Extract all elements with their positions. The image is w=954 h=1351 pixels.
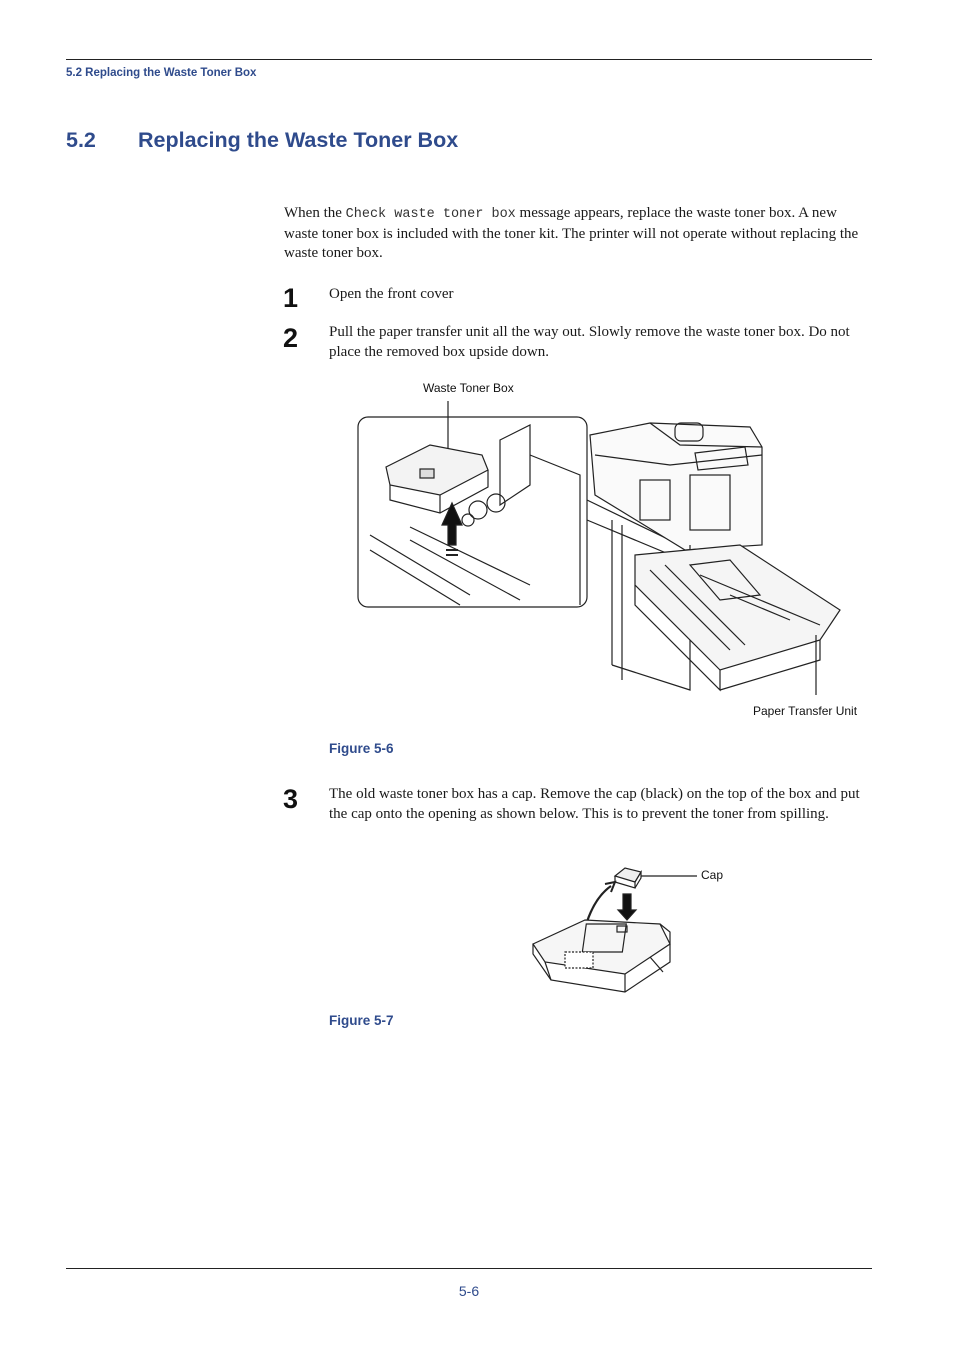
figure-5-7-illustration <box>525 862 725 997</box>
intro-text-after: message appears, replace the waste toner box. A new waste toner box is included with the toner kit. The printer will not operate without replacing the waste toner box. <box>284 205 859 261</box>
intro-text-before: When the <box>284 205 346 221</box>
intro-message-code: Check waste toner box <box>345 207 516 222</box>
callout-waste-toner-box: Waste Toner Box <box>423 381 514 395</box>
figure-5-6-caption: Figure 5-6 <box>329 741 394 756</box>
callout-paper-transfer-unit: Paper Transfer Unit <box>753 704 858 718</box>
figure-5-7-caption: Figure 5-7 <box>329 1013 394 1028</box>
section-number: 5.2 <box>66 128 96 152</box>
step-2-text: Pull the paper transfer unit all the way out. Slowly remove the waste toner box. Do not place the removed box upside down. <box>329 324 850 360</box>
section-title-text: Replacing the Waste Toner Box <box>138 128 459 152</box>
callout-cap: Cap <box>701 868 724 882</box>
step-2-number: 2 <box>283 323 299 353</box>
page-title <box>66 128 458 153</box>
figure-5-6-illustration <box>350 395 870 695</box>
intro-paragraph <box>284 204 872 264</box>
step-1-text: Open the front cover <box>329 286 454 302</box>
step-3-text: The old waste toner box has a cap. Remove the cap (black) on the top of the box and put the cap onto the opening as shown below. This is to prevent the toner from spilling. <box>329 786 860 822</box>
page-number: 5-6 <box>458 1283 480 1299</box>
running-head: 5.2 Replacing the Waste Toner Box <box>66 67 257 79</box>
step-1-number: 1 <box>283 283 299 313</box>
footer-rule <box>66 1268 872 1269</box>
step-3-number: 3 <box>283 784 299 814</box>
header-rule <box>66 59 872 60</box>
